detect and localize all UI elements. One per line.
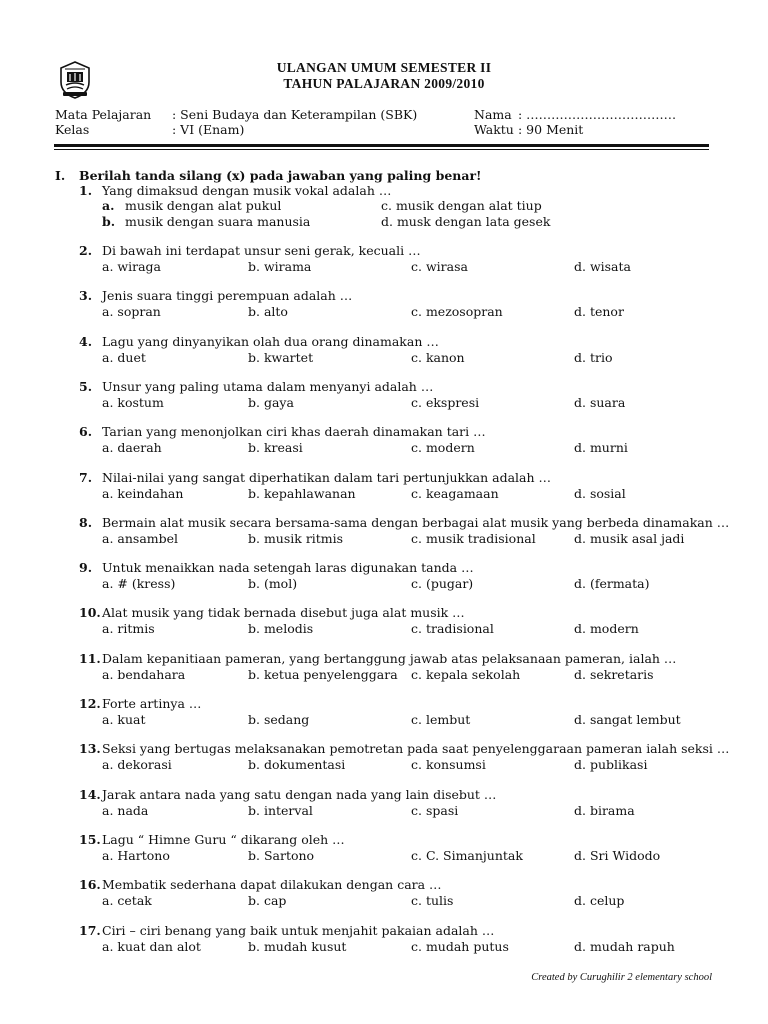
option-c: c. kepala sekolah bbox=[411, 667, 521, 682]
exam-title: ULANGAN UMUM SEMESTER II bbox=[276, 60, 492, 75]
option-c: c. mudah putus bbox=[411, 939, 509, 954]
option-d: d. tenor bbox=[574, 304, 624, 319]
option-d: d. celup bbox=[574, 893, 625, 908]
question-text: Jarak antara nada yang satu dengan nada yang lain disebut … bbox=[102, 787, 497, 802]
question-text: Nilai-nilai yang sangat diperhatikan dalam tari pertunjukkan adalah … bbox=[102, 470, 552, 485]
question-text: Tarian yang menonjolkan ciri khas daerah dinamakan tari … bbox=[102, 424, 486, 439]
option-c: c. musik dengan alat tiup bbox=[381, 198, 542, 213]
question-number: 1. bbox=[79, 183, 93, 198]
question-text: Alat musik yang tidak bernada disebut juga alat musik … bbox=[102, 605, 465, 620]
option-d: d. Sri Widodo bbox=[574, 848, 661, 863]
question-text: Lagu yang dinyanyikan olah dua orang dinamakan … bbox=[102, 334, 439, 349]
option-b: b. cap bbox=[248, 893, 287, 908]
option-b: b. wirama bbox=[248, 259, 312, 274]
question-text: Jenis suara tinggi perempuan adalah … bbox=[102, 288, 353, 303]
question-number: 7. bbox=[79, 470, 93, 485]
question-text: Ciri – ciri benang yang baik untuk menjahit pakaian adalah … bbox=[102, 923, 495, 938]
option-b: b. kreasi bbox=[248, 440, 303, 455]
question-text: Di bawah ini terdapat unsur seni gerak, kecuali … bbox=[102, 243, 421, 258]
option-b: b. alto bbox=[248, 304, 288, 319]
option-a: a. cetak bbox=[102, 893, 152, 908]
option-c: c. modern bbox=[411, 440, 475, 455]
question-text: Forte artinya … bbox=[102, 696, 202, 711]
footer-credit: Created by Curughilir 2 elementary school bbox=[531, 972, 712, 983]
option-c: c. konsumsi bbox=[411, 757, 486, 772]
name-label: Nama bbox=[474, 107, 512, 122]
subject-value: : Seni Budaya dan Keterampilan (SBK) bbox=[172, 107, 418, 122]
option-letter: b. bbox=[102, 214, 116, 229]
option-d: d. mudah rapuh bbox=[574, 939, 675, 954]
option-a: a. duet bbox=[102, 350, 146, 365]
option-d: d. trio bbox=[574, 350, 613, 365]
question-number: 8. bbox=[79, 515, 93, 530]
question-text: Yang dimaksud dengan musik vokal adalah … bbox=[102, 183, 392, 198]
option-b: b. interval bbox=[248, 803, 313, 818]
option-c: c. (pugar) bbox=[411, 576, 474, 591]
school-year-title: TAHUN PALAJARAN 2009/2010 bbox=[283, 76, 485, 91]
option-b: b. mudah kusut bbox=[248, 939, 347, 954]
option-d: d. musik asal jadi bbox=[574, 531, 685, 546]
question-text: Unsur yang paling utama dalam menyanyi adalah … bbox=[102, 379, 434, 394]
option-a: a. kuat dan alot bbox=[102, 939, 201, 954]
header-rule-thick bbox=[54, 144, 709, 147]
option-c: c. tradisional bbox=[411, 621, 494, 636]
option-a: a. ritmis bbox=[102, 621, 155, 636]
option-b: b. (mol) bbox=[248, 576, 298, 591]
question-number: 4. bbox=[79, 334, 93, 349]
option-d: d. musk dengan lata gesek bbox=[381, 214, 551, 229]
class-label: Kelas bbox=[55, 122, 90, 137]
option-b: musik dengan suara manusia bbox=[125, 214, 311, 229]
option-c: c. ekspresi bbox=[411, 395, 480, 410]
option-d: d. birama bbox=[574, 803, 635, 818]
question-text: Untuk menaikkan nada setengah laras digunakan tanda … bbox=[102, 560, 474, 575]
option-c: c. musik tradisional bbox=[411, 531, 536, 546]
question-number: 14. bbox=[79, 787, 101, 802]
question-number: 16. bbox=[79, 877, 101, 892]
option-a: a. nada bbox=[102, 803, 149, 818]
option-letter: a. bbox=[102, 198, 115, 213]
option-b: b. Sartono bbox=[248, 848, 315, 863]
question-number: 17. bbox=[79, 923, 101, 938]
section-number: I. bbox=[55, 168, 66, 183]
question-text: Dalam kepanitiaan pameran, yang bertanggung jawab atas pelaksanaan pameran, ialah … bbox=[102, 651, 677, 666]
question-number: 13. bbox=[79, 741, 101, 756]
header-rule-thin bbox=[54, 149, 709, 150]
option-a: a. ansambel bbox=[102, 531, 179, 546]
option-a: a. kostum bbox=[102, 395, 164, 410]
name-field: : ……………………………… bbox=[518, 107, 677, 122]
question-number: 10. bbox=[79, 605, 101, 620]
option-d: d. (fermata) bbox=[574, 576, 650, 591]
option-b: b. kwartet bbox=[248, 350, 314, 365]
time-label: Waktu bbox=[474, 122, 514, 137]
question-number: 9. bbox=[79, 560, 93, 575]
option-b: b. melodis bbox=[248, 621, 314, 636]
option-a: a. dekorasi bbox=[102, 757, 172, 772]
option-d: d. sekretaris bbox=[574, 667, 654, 682]
question-number: 6. bbox=[79, 424, 93, 439]
option-a: a. daerah bbox=[102, 440, 162, 455]
option-a: a. bendahara bbox=[102, 667, 186, 682]
option-d: d. publikasi bbox=[574, 757, 648, 772]
option-a: a. kuat bbox=[102, 712, 146, 727]
section-instruction: Berilah tanda silang (x) pada jawaban yang paling benar! bbox=[79, 168, 482, 183]
option-c: c. spasi bbox=[411, 803, 459, 818]
question-text: Membatik sederhana dapat dilakukan dengan cara … bbox=[102, 877, 442, 892]
option-c: c. kanon bbox=[411, 350, 465, 365]
option-b: b. gaya bbox=[248, 395, 294, 410]
subject-label: Mata Pelajaran bbox=[55, 107, 152, 122]
option-a: a. sopran bbox=[102, 304, 161, 319]
option-b: b. kepahlawanan bbox=[248, 486, 356, 501]
question-text: Seksi yang bertugas melaksanakan pemotretan pada saat penyelenggaraan pameran ialah seksi … bbox=[102, 741, 730, 756]
option-b: b. sedang bbox=[248, 712, 310, 727]
option-c: c. keagamaan bbox=[411, 486, 499, 501]
option-b: b. ketua penyelenggara bbox=[248, 667, 398, 682]
time-value: : 90 Menit bbox=[518, 122, 584, 137]
question-number: 3. bbox=[79, 288, 93, 303]
option-c: c. C. Simanjuntak bbox=[411, 848, 523, 863]
option-d: d. murni bbox=[574, 440, 628, 455]
option-a: musik dengan alat pukul bbox=[125, 198, 282, 213]
question-number: 5. bbox=[79, 379, 93, 394]
option-c: c. tulis bbox=[411, 893, 454, 908]
question-number: 2. bbox=[79, 243, 93, 258]
option-d: d. modern bbox=[574, 621, 639, 636]
question-number: 11. bbox=[79, 651, 101, 666]
question-number: 12. bbox=[79, 696, 101, 711]
option-a: a. keindahan bbox=[102, 486, 184, 501]
option-d: d. sosial bbox=[574, 486, 626, 501]
question-text: Lagu “ Himne Guru “ dikarang oleh … bbox=[102, 832, 345, 847]
option-b: b. musik ritmis bbox=[248, 531, 344, 546]
class-value: : VI (Enam) bbox=[172, 122, 245, 137]
question-number: 15. bbox=[79, 832, 101, 847]
option-d: d. sangat lembut bbox=[574, 712, 681, 727]
question-text: Bermain alat musik secara bersama-sama dengan berbagai alat musik yang berbeda dinamakan … bbox=[102, 515, 730, 530]
option-c: c. mezosopran bbox=[411, 304, 503, 319]
option-c: c. wirasa bbox=[411, 259, 468, 274]
option-a: a. wiraga bbox=[102, 259, 161, 274]
option-c: c. lembut bbox=[411, 712, 471, 727]
option-d: d. wisata bbox=[574, 259, 631, 274]
option-d: d. suara bbox=[574, 395, 626, 410]
option-a: a. # (kress) bbox=[102, 576, 176, 591]
option-b: b. dokumentasi bbox=[248, 757, 346, 772]
option-a: a. Hartono bbox=[102, 848, 170, 863]
